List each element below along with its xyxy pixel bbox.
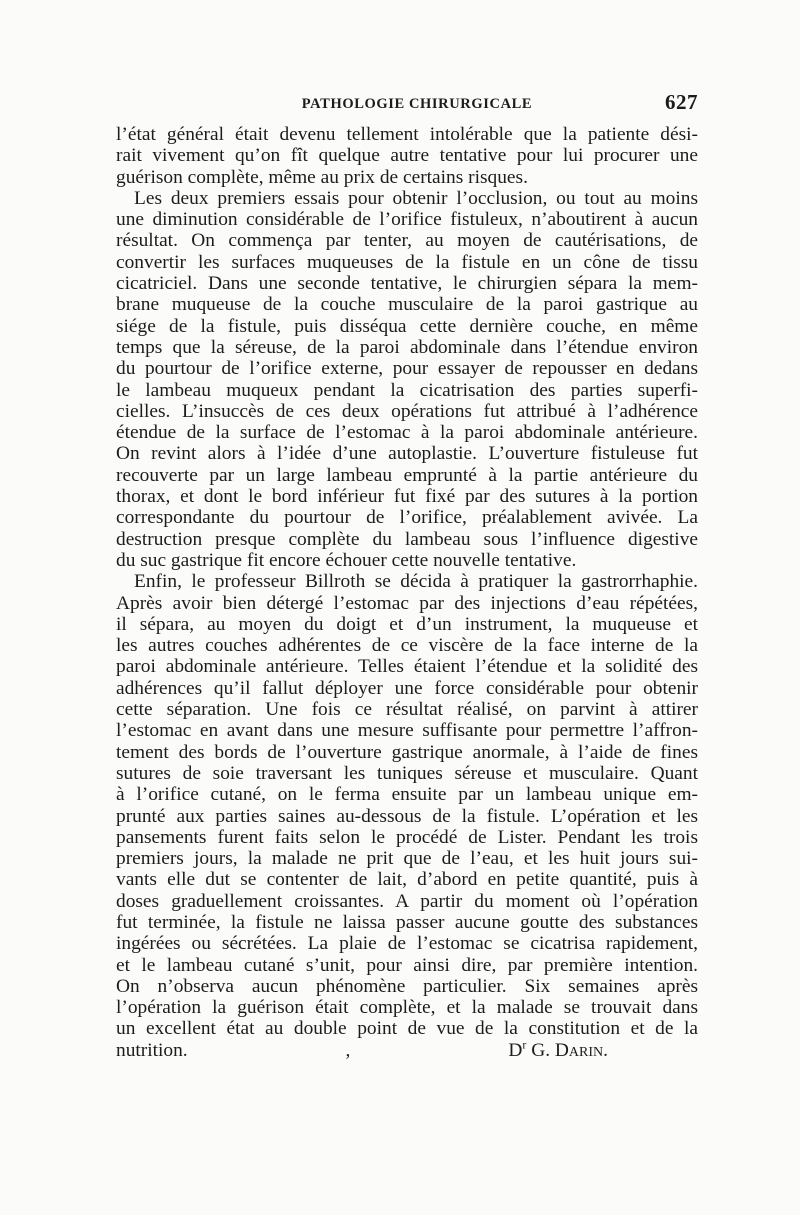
text-line: thorax, et dont le bord inférieur fut fixé par des sutures à la portion: [116, 486, 698, 508]
paragraph: [116, 571, 698, 1040]
text-line: premiers jours, la malade ne prit que de l’eau, et les huit jours sui-: [116, 848, 698, 870]
author-signature: [508, 1037, 608, 1061]
paragraph: [116, 188, 698, 571]
text-line: On n’observa aucun phénomène particulier. Six semaines après: [116, 975, 698, 997]
text-line: temps que la séreuse, de la paroi abdominale dans l’étendue environ: [116, 336, 698, 358]
closing-word: nutrition.: [116, 1039, 188, 1061]
text-line: sutures de soie traversant les tuniques séreuse et musculaire. Quant: [116, 762, 698, 784]
page-number: 627: [665, 90, 698, 114]
signature-prefix: D: [508, 1039, 523, 1061]
running-title: PATHOLOGIE CHIRURGICALE: [301, 96, 533, 112]
text-line: à l’orifice cutané, on le ferma ensuite par un lambeau unique em-: [116, 784, 698, 806]
text-line: guérison complète, même au prix de certains risques.: [116, 166, 528, 188]
stray-comma-mark: ,: [345, 1039, 351, 1061]
text-line: adhérences qu’il fallut déployer une force considérable pour obtenir: [116, 677, 698, 699]
text-line: cicatriciel. Dans une seconde tentative, le chirurgien sépara la mem-: [116, 273, 698, 295]
text-line: paroi abdominale antérieure. Telles étaient l’étendue et la solidité des: [116, 656, 698, 678]
text-line: siége de la fistule, puis disséqua cette dernière couche, en même: [116, 315, 698, 337]
text-line: résultat. On commença par tenter, au moyen de cautérisations, de: [116, 230, 698, 252]
text-line: une diminution considérable de l’orifice fistuleux, n’aboutirent à aucun: [116, 209, 698, 231]
text-line: et le lambeau cutané s’unit, pour ainsi dire, par première intention.: [116, 954, 698, 976]
text-line: correspondante du pourtour de l’orifice, préalablement avivée. La: [116, 507, 698, 529]
text-line: l’état général était devenu tellement intolérable que la patiente dési-: [116, 124, 698, 145]
text-line: Après avoir bien détergé l’estomac par des injections d’eau répétées,: [116, 592, 698, 614]
text-line: vants elle dut se contenter de lait, d’abord en petite quantité, puis à: [116, 869, 698, 891]
text-line: On revint alors à l’idée d’une autoplastie. L’ouverture fistuleuse fut: [116, 443, 698, 465]
text-line: cette séparation. Une fois ce résultat réalisé, on parvint à attirer: [116, 699, 698, 721]
paragraphs-container: [116, 124, 698, 1040]
text-line: étendue de la surface de l’estomac à la paroi abdominale antérieure.: [116, 422, 698, 444]
text-line: destruction presque complète du lambeau sous l’influence digestive: [116, 528, 698, 550]
text-line: le lambeau muqueux pendant la cicatrisation des parties superfi-: [116, 379, 698, 401]
text-line: brane muqueuse de la couche musculaire de la paroi gastrique au: [116, 294, 698, 316]
signature-superscript: r: [522, 1037, 527, 1052]
text-line: Enfin, le professeur Billroth se décida à pratiquer la gastrorrhaphie.: [134, 571, 698, 593]
text-line: fut terminée, la fistule ne laissa passer aucune goutte des substances: [116, 911, 698, 933]
signature-name: Darin.: [554, 1039, 608, 1061]
text-line: rait vivement qu’on fît quelque autre tentative pour lui procurer une: [116, 145, 698, 167]
signature-initial: G.: [531, 1039, 551, 1061]
text-line: du suc gastrique fit encore échouer cette nouvelle tentative.: [116, 549, 577, 571]
text-line: du pourtour de l’orifice externe, pour essayer de repousser en dedans: [116, 358, 698, 380]
text-line: doses graduellement croissantes. A partir du moment où l’opération: [116, 890, 698, 912]
text-line: un excellent état au double point de vue de la constitution et de la: [116, 1018, 698, 1040]
running-head: [116, 86, 698, 120]
text-line: Les deux premiers essais pour obtenir l’occlusion, ou tout au moins: [134, 187, 698, 209]
text-line: il sépara, au moyen du doigt et d’un instrument, la muqueuse et: [116, 613, 698, 635]
text-line: pansements furent faits selon le procédé de Lister. Pendant les trois: [116, 826, 698, 848]
closing-line: [116, 1037, 698, 1061]
text-line: ingérées ou sécrétées. La plaie de l’estomac se cicatrisa rapidement,: [116, 933, 698, 955]
text-line: les autres couches adhérentes de ce viscère de la face interne de la: [116, 635, 698, 657]
text-line: recouverte par un large lambeau emprunté à la partie antérieure du: [116, 464, 698, 486]
text-line: l’estomac en avant dans une mesure suffisante pour permettre l’affron-: [116, 720, 698, 742]
text-line: tement des bords de l’ouverture gastrique anormale, à l’aide de fines: [116, 741, 698, 763]
text-line: prunté aux parties saines au-dessous de la fistule. L’opération et les: [116, 805, 698, 827]
paragraph: [116, 124, 698, 188]
text-line: l’opération la guérison était complète, et la malade se trouvait dans: [116, 997, 698, 1019]
text-line: cielles. L’insuccès de ces deux opérations fut attribué à l’adhérence: [116, 400, 698, 422]
text-line: convertir les surfaces muqueuses de la fistule en un cône de tissu: [116, 251, 698, 273]
body-text: [116, 124, 698, 1061]
